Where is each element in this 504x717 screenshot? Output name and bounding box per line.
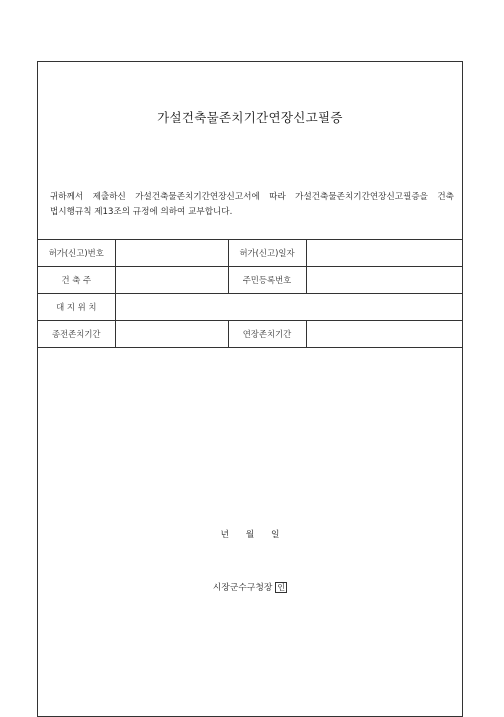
extended-period-label: 연장존치기간 — [228, 321, 306, 348]
certificate-form — [37, 61, 463, 717]
site-field[interactable] — [115, 294, 462, 321]
table-row — [38, 294, 462, 321]
issue-date-line: 년 월 일 — [220, 530, 280, 540]
seal-mark: 인 — [277, 583, 286, 592]
owner-field[interactable] — [115, 267, 228, 294]
issuer-title: 시장군수구청장 — [212, 583, 273, 593]
permit-number-field[interactable] — [115, 240, 228, 267]
permit-date-field[interactable] — [306, 240, 462, 267]
previous-period-label: 종전존치기간 — [38, 321, 115, 348]
intro-line-2: 법시행규칙 제13조의 규정에 의하여 교부합니다. — [50, 207, 233, 217]
form-title: 가설건축물존치기간연장신고필증 — [157, 110, 343, 125]
table-row — [38, 267, 462, 294]
info-table — [38, 239, 462, 348]
resident-number-label: 주민등록번호 — [228, 267, 306, 294]
table-row — [38, 240, 462, 267]
permit-number-label: 허가(신고)번호 — [38, 240, 115, 267]
intro-line-1: 귀하께서 제출하신 가설건축물존치기간연장신고서에 따라 가설건축물존치기간연장신고필증을 건축 — [50, 192, 454, 202]
permit-date-label: 허가(신고)일자 — [228, 240, 306, 267]
site-label: 대 지 위 치 — [38, 294, 115, 321]
table-row — [38, 321, 462, 348]
issuer-line — [38, 580, 462, 593]
intro-paragraph — [50, 190, 454, 220]
previous-period-field[interactable] — [115, 321, 228, 348]
resident-number-field[interactable] — [306, 267, 462, 294]
extended-period-field[interactable] — [306, 321, 462, 348]
owner-label: 건 축 주 — [38, 267, 115, 294]
